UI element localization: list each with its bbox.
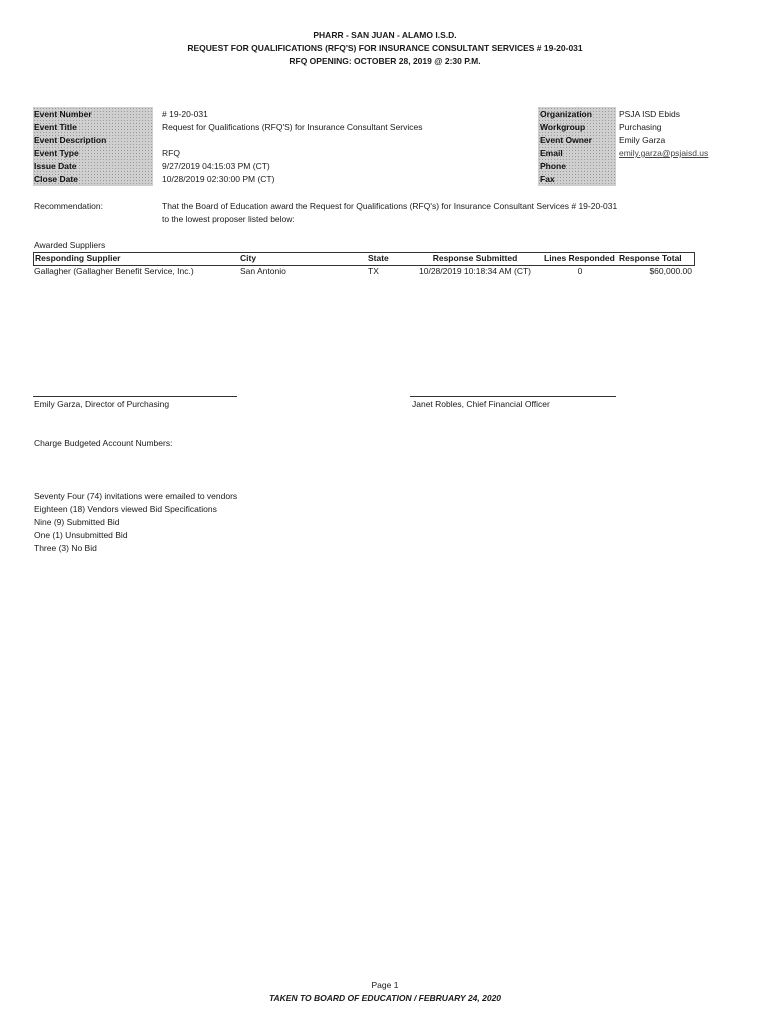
fax-value bbox=[619, 173, 708, 186]
stat-submitted: Nine (9) Submitted Bid bbox=[34, 517, 120, 527]
close-date-value: 10/28/2019 02:30:00 PM (CT) bbox=[162, 174, 275, 184]
event-title-value: Request for Qualifications (RFQ'S) for Insurance Consultant Services bbox=[162, 122, 423, 132]
header-title: REQUEST FOR QUALIFICATIONS (RFQ'S) FOR INSURANCE CONSULTANT SERVICES # 19-20-031 bbox=[187, 43, 583, 53]
stat-no-bid: Three (3) No Bid bbox=[34, 543, 97, 553]
row-city: San Antonio bbox=[240, 266, 286, 276]
col-state: State bbox=[368, 253, 389, 263]
bid-statistics bbox=[34, 490, 237, 555]
organization-value: PSJA ISD Ebids bbox=[619, 109, 680, 119]
fax-label: Fax bbox=[540, 174, 555, 184]
row-lines-responded: 0 bbox=[577, 266, 583, 276]
row-response-total: $60,000.00 bbox=[649, 266, 692, 276]
event-description-value bbox=[162, 134, 423, 147]
workgroup-label: Workgroup bbox=[540, 122, 586, 132]
event-owner-label: Event Owner bbox=[540, 135, 592, 145]
recommendation-label: Recommendation: bbox=[34, 201, 103, 211]
stat-unsubmitted: One (1) Unsubmitted Bid bbox=[34, 530, 128, 540]
row-supplier: Gallagher (Gallagher Benefit Service, Inc.) bbox=[34, 266, 194, 276]
row-state: TX bbox=[368, 266, 379, 276]
event-values bbox=[162, 108, 423, 186]
org-labels bbox=[540, 108, 592, 186]
event-owner-value: Emily Garza bbox=[619, 135, 666, 145]
header-opening: RFQ OPENING: OCTOBER 28, 2019 @ 2:30 P.M. bbox=[289, 56, 481, 66]
signature-left-name: Emily Garza, Director of Purchasing bbox=[34, 399, 170, 409]
email-label: Email bbox=[540, 148, 563, 158]
organization-label: Organization bbox=[540, 109, 592, 119]
col-city: City bbox=[240, 253, 257, 263]
event-title-label: Event Title bbox=[34, 122, 77, 132]
signature-right-name: Janet Robles, Chief Financial Officer bbox=[412, 399, 550, 409]
signature-line-left bbox=[33, 396, 237, 397]
stat-viewed: Eighteen (18) Vendors viewed Bid Specifications bbox=[34, 504, 217, 514]
workgroup-value: Purchasing bbox=[619, 122, 662, 132]
row-response-submitted: 10/28/2019 10:18:34 AM (CT) bbox=[419, 266, 531, 276]
recommendation-line2: to the lowest proposer listed below: bbox=[162, 214, 295, 224]
event-number-value: # 19-20-031 bbox=[162, 109, 208, 119]
col-responding-supplier: Responding Supplier bbox=[35, 253, 121, 263]
event-description-label: Event Description bbox=[34, 135, 107, 145]
issue-date-value: 9/27/2019 04:15:03 PM (CT) bbox=[162, 161, 270, 171]
event-number-label: Event Number bbox=[34, 109, 92, 119]
org-values bbox=[619, 108, 708, 186]
email-link[interactable]: emily.garza@psjaisd.us bbox=[619, 148, 709, 158]
awarded-suppliers-title: Awarded Suppliers bbox=[34, 240, 106, 250]
col-lines-responded: Lines Responded bbox=[544, 253, 615, 263]
issue-date-label: Issue Date bbox=[34, 161, 77, 171]
charge-budgeted-label: Charge Budgeted Account Numbers: bbox=[34, 438, 173, 448]
event-labels bbox=[34, 108, 106, 186]
recommendation-line1: That the Board of Education award the Request for Qualifications (RFQ's) for Insurance Consultant Services # 19-20-031 bbox=[162, 201, 618, 211]
col-response-total: Response Total bbox=[619, 253, 682, 263]
stat-invitations: Seventy Four (74) invitations were emailed to vendors bbox=[34, 491, 238, 501]
col-response-submitted: Response Submitted bbox=[432, 253, 518, 263]
close-date-label: Close Date bbox=[34, 174, 78, 184]
phone-value bbox=[619, 160, 708, 173]
phone-label: Phone bbox=[540, 161, 566, 171]
header-district: PHARR - SAN JUAN - ALAMO I.S.D. bbox=[313, 30, 457, 40]
page-number: Page 1 bbox=[371, 980, 399, 990]
signature-line-right bbox=[410, 396, 616, 397]
event-type-label: Event Type bbox=[34, 148, 79, 158]
event-type-value: RFQ bbox=[162, 148, 180, 158]
footer-note: TAKEN TO BOARD OF EDUCATION / FEBRUARY 24, 2020 bbox=[268, 993, 502, 1003]
